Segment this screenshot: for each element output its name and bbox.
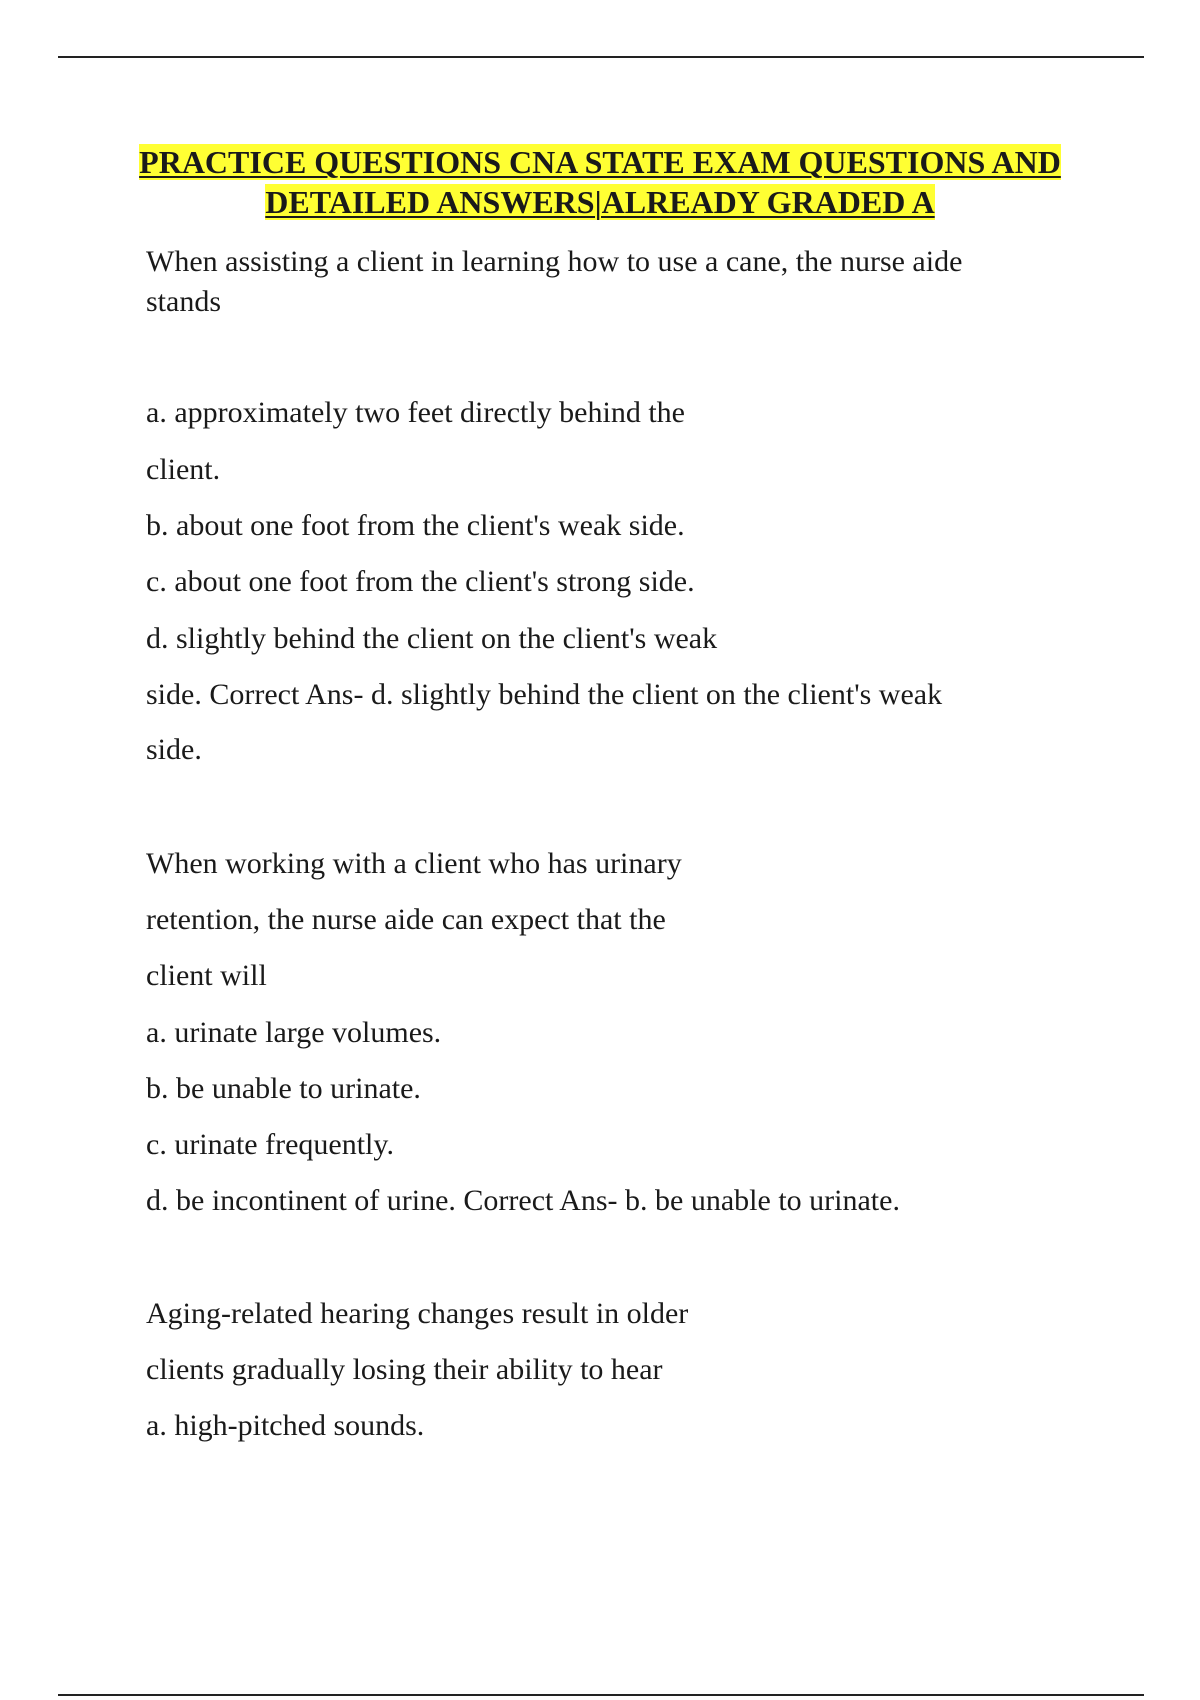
question-2-stem-cont-1: retention, the nurse aide can expect that the	[146, 903, 666, 936]
question-1-option-a: a. approximately two feet directly behind the	[146, 396, 685, 429]
title-line-1: PRACTICE QUESTIONS CNA STATE EXAM QUESTIONS AND	[139, 144, 1061, 180]
question-1-answer: side. Correct Ans- d. slightly behind the client on the client's weak	[146, 678, 943, 711]
question-3-option-a: a. high-pitched sounds.	[146, 1409, 425, 1442]
question-1-answer-cont: side.	[146, 733, 202, 766]
bottom-rule	[58, 1694, 1144, 1696]
question-3-stem-cont: clients gradually losing their ability to hear	[146, 1353, 663, 1386]
question-2-option-d-answer: d. be incontinent of urine. Correct Ans- b. be unable to urinate.	[146, 1184, 900, 1217]
question-2-stem: When working with a client who has urinary	[146, 847, 682, 880]
question-1-option-d: d. slightly behind the client on the client's weak	[146, 622, 718, 655]
question-1-option-b: b. about one foot from the client's weak side.	[146, 509, 685, 542]
question-1-stem: When assisting a client in learning how to use a cane, the nurse aide	[146, 245, 963, 278]
title-line-2: DETAILED ANSWERS|ALREADY GRADED A	[265, 184, 935, 220]
question-1-option-a-cont: client.	[146, 453, 221, 486]
document-title	[100, 142, 1100, 222]
question-1-option-c: c. about one foot from the client's strong side.	[146, 565, 695, 598]
question-3-stem: Aging-related hearing changes result in older	[146, 1297, 689, 1330]
question-2-option-b: b. be unable to urinate.	[146, 1072, 421, 1105]
question-2-stem-cont-2: client will	[146, 959, 267, 992]
top-rule	[58, 56, 1144, 58]
question-1-stem-cont: stands	[146, 285, 221, 318]
question-2-option-a: a. urinate large volumes.	[146, 1016, 442, 1049]
question-2-option-c: c. urinate frequently.	[146, 1128, 394, 1161]
